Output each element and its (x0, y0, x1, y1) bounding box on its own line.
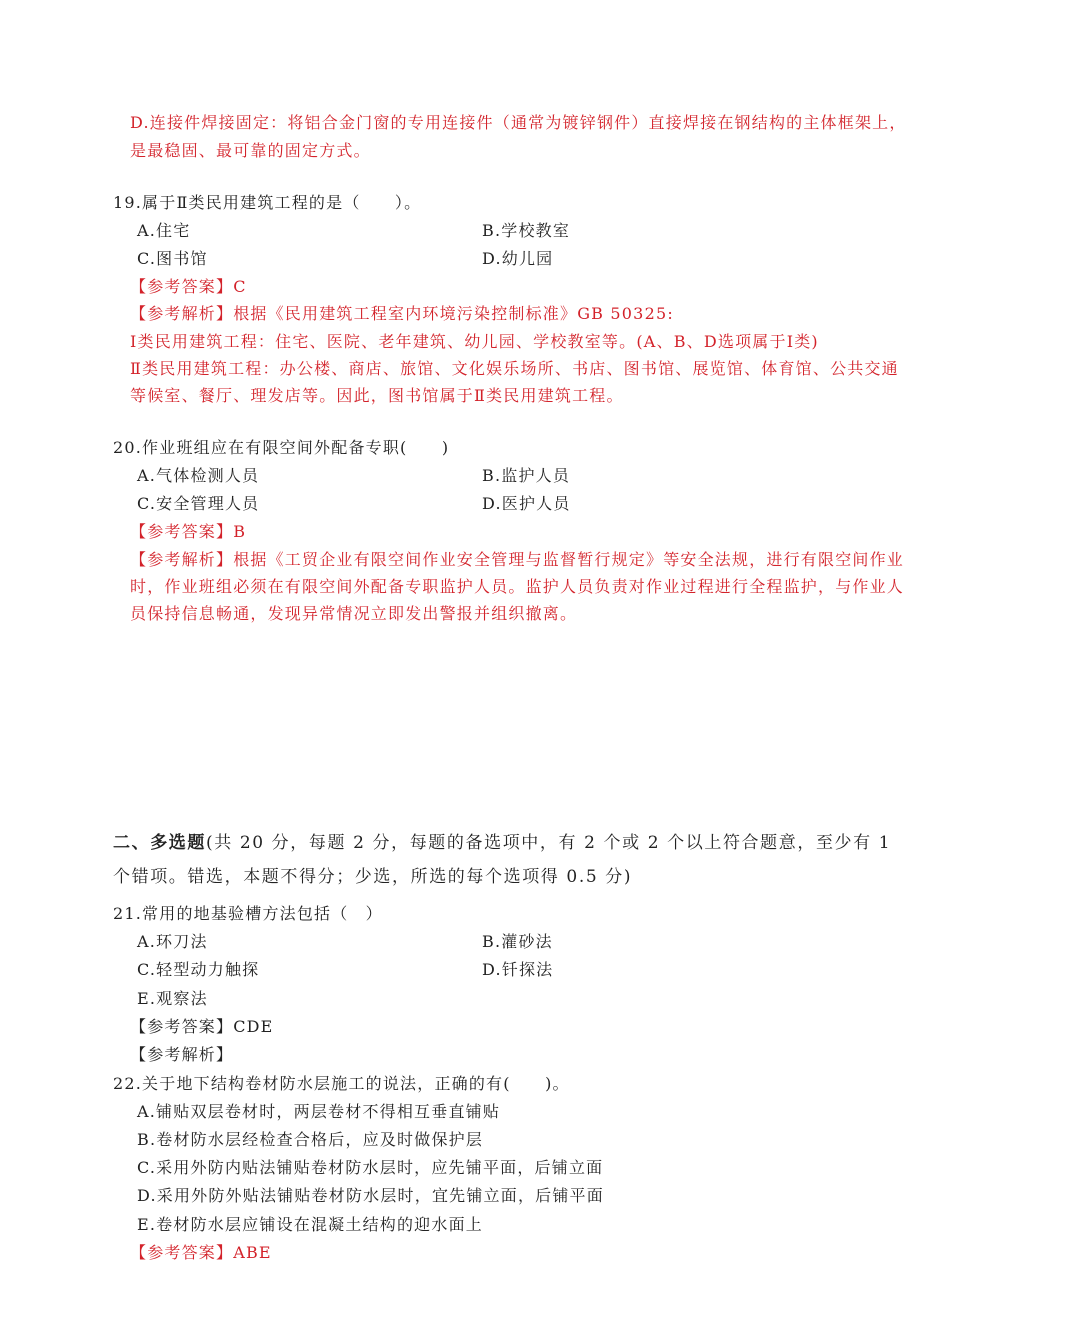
q21-option-e: E.观察法 (137, 989, 208, 1008)
q19-analysis-line3: Ⅱ类民用建筑工程：办公楼、商店、旅馆、文化娱乐场所、书店、图书馆、展览馆、体育馆、公共交通 (130, 359, 899, 378)
q20-option-d: D.医护人员 (482, 494, 571, 513)
q21-answer: 【参考答案】CDE (130, 1017, 274, 1036)
q21-option-d: D.钎探法 (482, 960, 554, 979)
q21-analysis-label: 【参考解析】 (130, 1045, 234, 1064)
q22-option-b: B.卷材防水层经检查合格后，应及时做保护层 (137, 1130, 484, 1149)
q19-analysis-line4: 等候室、餐厅、理发店等。因此，图书馆属于Ⅱ类民用建筑工程。 (130, 386, 624, 405)
q20-analysis-line3: 员保持信息畅通，发现异常情况立即发出警报并组织撤离。 (130, 604, 578, 623)
q19-analysis-line2: Ⅰ类民用建筑工程：住宅、医院、老年建筑、幼儿园、学校教室等。(A、B、D选项属于Ⅰ类) (130, 332, 819, 351)
q19-option-b: B.学校教室 (482, 221, 571, 240)
q21-option-a: A.环刀法 (137, 932, 208, 951)
q19-option-d: D.幼儿园 (482, 249, 554, 268)
q22-option-d: D.采用外防外贴法铺贴卷材防水层时，宜先铺立面，后铺平面 (137, 1186, 604, 1205)
q20-option-c: C.安全管理人员 (137, 494, 260, 513)
q19-analysis-line1: 【参考解析】根据《民用建筑工程室内环境污染控制标准》GB 50325: (130, 304, 674, 323)
q19-option-c: C.图书馆 (137, 249, 208, 268)
q20-option-a: A.气体检测人员 (137, 466, 260, 485)
section-2-desc-line1: (共 20 分，每题 2 分，每题的备选项中，有 2 个或 2 个以上符合题意，至少有 1 (206, 833, 892, 853)
q22-option-e: E.卷材防水层应铺设在混凝土结构的迎水面上 (137, 1215, 483, 1234)
section-2-title: 二、多选题 (113, 833, 206, 853)
q19-answer: 【参考答案】C (130, 277, 247, 296)
q20-option-b: B.监护人员 (482, 466, 571, 485)
q18-option-d-explanation-line1: D.连接件焊接固定：将铝合金门窗的专用连接件（通常为镀锌钢件）直接焊接在钢结构的主体框架上， (130, 113, 907, 132)
q21-stem: 21.常用的地基验槽方法包括（ ） (113, 904, 383, 923)
q19-stem: 19.属于Ⅱ类民用建筑工程的是（ ）。 (113, 193, 422, 212)
q18-option-d-explanation-line2: 是最稳固、最可靠的固定方式。 (130, 141, 371, 160)
q21-option-b: B.灌砂法 (482, 932, 553, 951)
q22-answer: 【参考答案】ABE (130, 1243, 272, 1262)
q20-stem: 20.作业班组应在有限空间外配备专职( ) (113, 438, 450, 457)
q20-analysis-line1: 【参考解析】根据《工贸企业有限空间作业安全管理与监督暂行规定》等安全法规，进行有限空间作业 (130, 550, 905, 569)
q20-answer: 【参考答案】B (130, 522, 247, 541)
section-2-header-line1 (113, 832, 891, 854)
q22-stem: 22.关于地下结构卷材防水层施工的说法，正确的有( )。 (113, 1074, 570, 1093)
q22-option-a: A.铺贴双层卷材时，两层卷材不得相互垂直铺贴 (137, 1102, 501, 1121)
q22-option-c: C.采用外防内贴法铺贴卷材防水层时，应先铺平面，后铺立面 (137, 1158, 604, 1177)
q21-option-c: C.轻型动力触探 (137, 960, 260, 979)
q20-analysis-line2: 时，作业班组必须在有限空间外配备专职监护人员。监护人员负责对作业过程进行全程监护，与作业人 (130, 577, 905, 596)
section-2-desc-line2: 个错项。错选，本题不得分；少选，所选的每个选项得 0.5 分) (113, 867, 633, 887)
q19-option-a: A.住宅 (137, 221, 191, 240)
